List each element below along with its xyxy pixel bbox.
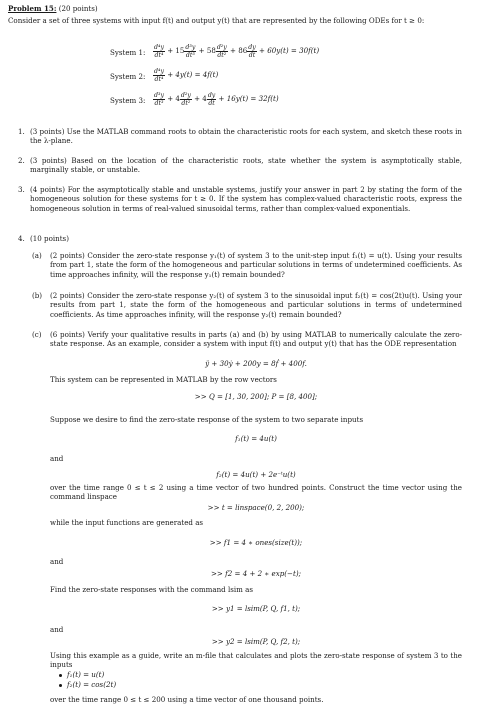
suppose-text: Suppose we desire to find the zero-state response of the system to two separate inputs (50, 415, 364, 424)
while-text: while the input functions are generated as (50, 518, 204, 527)
part-b-text: (2 points) Consider the zero-state response y₂(t) of system 3 to the sinusoidal input f₂(t) = cos(2t)u(t). Using your results from part 1, state the form of the homogeneous and particular solutions in terms of undetermined coefficients. As time approaches infinity, will the response y₂(t) remain bounded? (50, 291, 462, 319)
question-4-text: (10 points) (30, 234, 69, 243)
system-3-label: System 3: (110, 96, 146, 105)
system-1-equation: $\frac{\text{d⁴y}}{\text{dt⁴}}$ + 15 $\frac{\text{d³y}}{\text{dt³}}$ + 58 $\frac{\text{d²y}}{\text{dt²}}$ + 86 $\frac{dy}{dt}$ + 60y(t) = 30f(t) (154, 43, 320, 59)
y2-command: >> y2 = lsim(P, Q, f2, t); (211, 637, 301, 646)
bullet-dot (59, 684, 62, 687)
y1-command: >> y1 = lsim(P, Q, f1, t); (211, 604, 301, 613)
and-2: and (50, 557, 64, 566)
system-2-rhs: + 4y(t) = 4f(t) (167, 70, 219, 79)
find-text: Find the zero-state responses with the command lsim as (50, 585, 253, 594)
system-2-equation: $\frac{\text{d⁴y}}{\text{dt⁴}}$ + 4y(t) = 4f(t) (154, 67, 219, 83)
question-3-number: 3. (18, 185, 25, 194)
system-1-label: System 1: (110, 48, 146, 57)
part-c-text: (6 points) Verify your qualitative results in parts (a) and (b) by using MATLAB to numerically calculate the zero-state response. As an example, consider a system with input f(t) and output y(t) that has the ODE representation (50, 330, 462, 349)
vectors-command: >> Q = [1, 30, 200]; P = [8, 400]; (194, 392, 318, 401)
system-1-rhs: + 60y(t) = 30f(t) (259, 46, 320, 55)
part-b-label: (b) (32, 291, 43, 300)
problem-intro: Consider a set of three systems with input f(t) and output y(t) that are represented by the following ODEs for t ≥ 0: (8, 16, 425, 25)
question-2-text: (3 points) Based on the location of the characteristic roots, state whether the system is asymptotically stable, marginally stable, or unstable. (30, 156, 462, 175)
vectors-text: This system can be represented in MATLAB by the row vectors (50, 375, 277, 384)
input-f2: f₂(t) = 4u(t) + 2e⁻ᵗu(t) (216, 470, 296, 479)
and-1: and (50, 454, 64, 463)
part-c-label: (c) (32, 330, 42, 339)
guide-text: Using this example as a guide, write an m-file that calculates and plots the zero-state response of system 3 to the inputs (50, 651, 462, 670)
bullet-f1: f₁(t) = u(t) (67, 670, 105, 679)
range-text: over the time range 0 ≤ t ≤ 2 using a time vector of two hundred points. Construct the time vector using the command linspace (50, 483, 462, 502)
question-2-number: 2. (18, 156, 25, 165)
question-4-number: 4. (18, 234, 25, 243)
system-3-rhs: + 16y(t) = 32f(t) (218, 94, 279, 103)
final-text: over the time range 0 ≤ t ≤ 200 using a time vector of one thousand points. (50, 695, 324, 704)
problem-heading (8, 4, 98, 13)
question-1-text: (3 points) Use the MATLAB command roots to obtain the characteristic roots for each system, and sketch these roots in the λ-plane. (30, 127, 462, 146)
problem-title: Problem 15: (8, 4, 57, 13)
example-ode: ÿ + 30ẏ + 200y = 8ḟ + 400f. (205, 359, 307, 368)
system-2-label: System 2: (110, 72, 146, 81)
linspace-command: >> t = linspace(0, 2, 200); (207, 503, 305, 512)
part-a-label: (a) (32, 251, 42, 260)
input-f1: f₁(t) = 4u(t) (235, 434, 277, 443)
system-3-equation: $\frac{\text{d³y}}{\text{dt³}}$ + 4 $\frac{\text{d²y}}{\text{dt²}}$ + 4 $\frac{dy}{dt}$ + 16y(t) = 32f(t) (154, 91, 279, 107)
bullet-f2: f₂(t) = cos(2t) (67, 680, 117, 689)
question-1-number: 1. (18, 127, 25, 136)
bullet-dot (59, 674, 62, 677)
part-a-text: (2 points) Consider the zero-state response y₁(t) of system 3 to the unit-step input f₁(t) = u(t). Using your results from part 1, state the form of the homogeneous and particular solutions in terms of undetermined coefficients. As time approaches infinity, will the response y₁(t) remain bounded? (50, 251, 462, 279)
problem-points: (20 points) (58, 4, 98, 13)
f2-command: >> f2 = 4 + 2 ∗ exp(−t); (210, 569, 301, 578)
f1-command: >> f1 = 4 ∗ ones(size(t)); (209, 538, 303, 547)
and-3: and (50, 625, 64, 634)
question-3-text: (4 points) For the asymptotically stable and unstable systems, justify your answer in part 2 by stating the form of the homogeneous solution for these systems for t ≥ 0. If the system has complex-valued characteristic roots, express the homogeneous solution in terms of real-valued sinusoidal terms, rather than complex-valued exponentials. (30, 185, 462, 213)
